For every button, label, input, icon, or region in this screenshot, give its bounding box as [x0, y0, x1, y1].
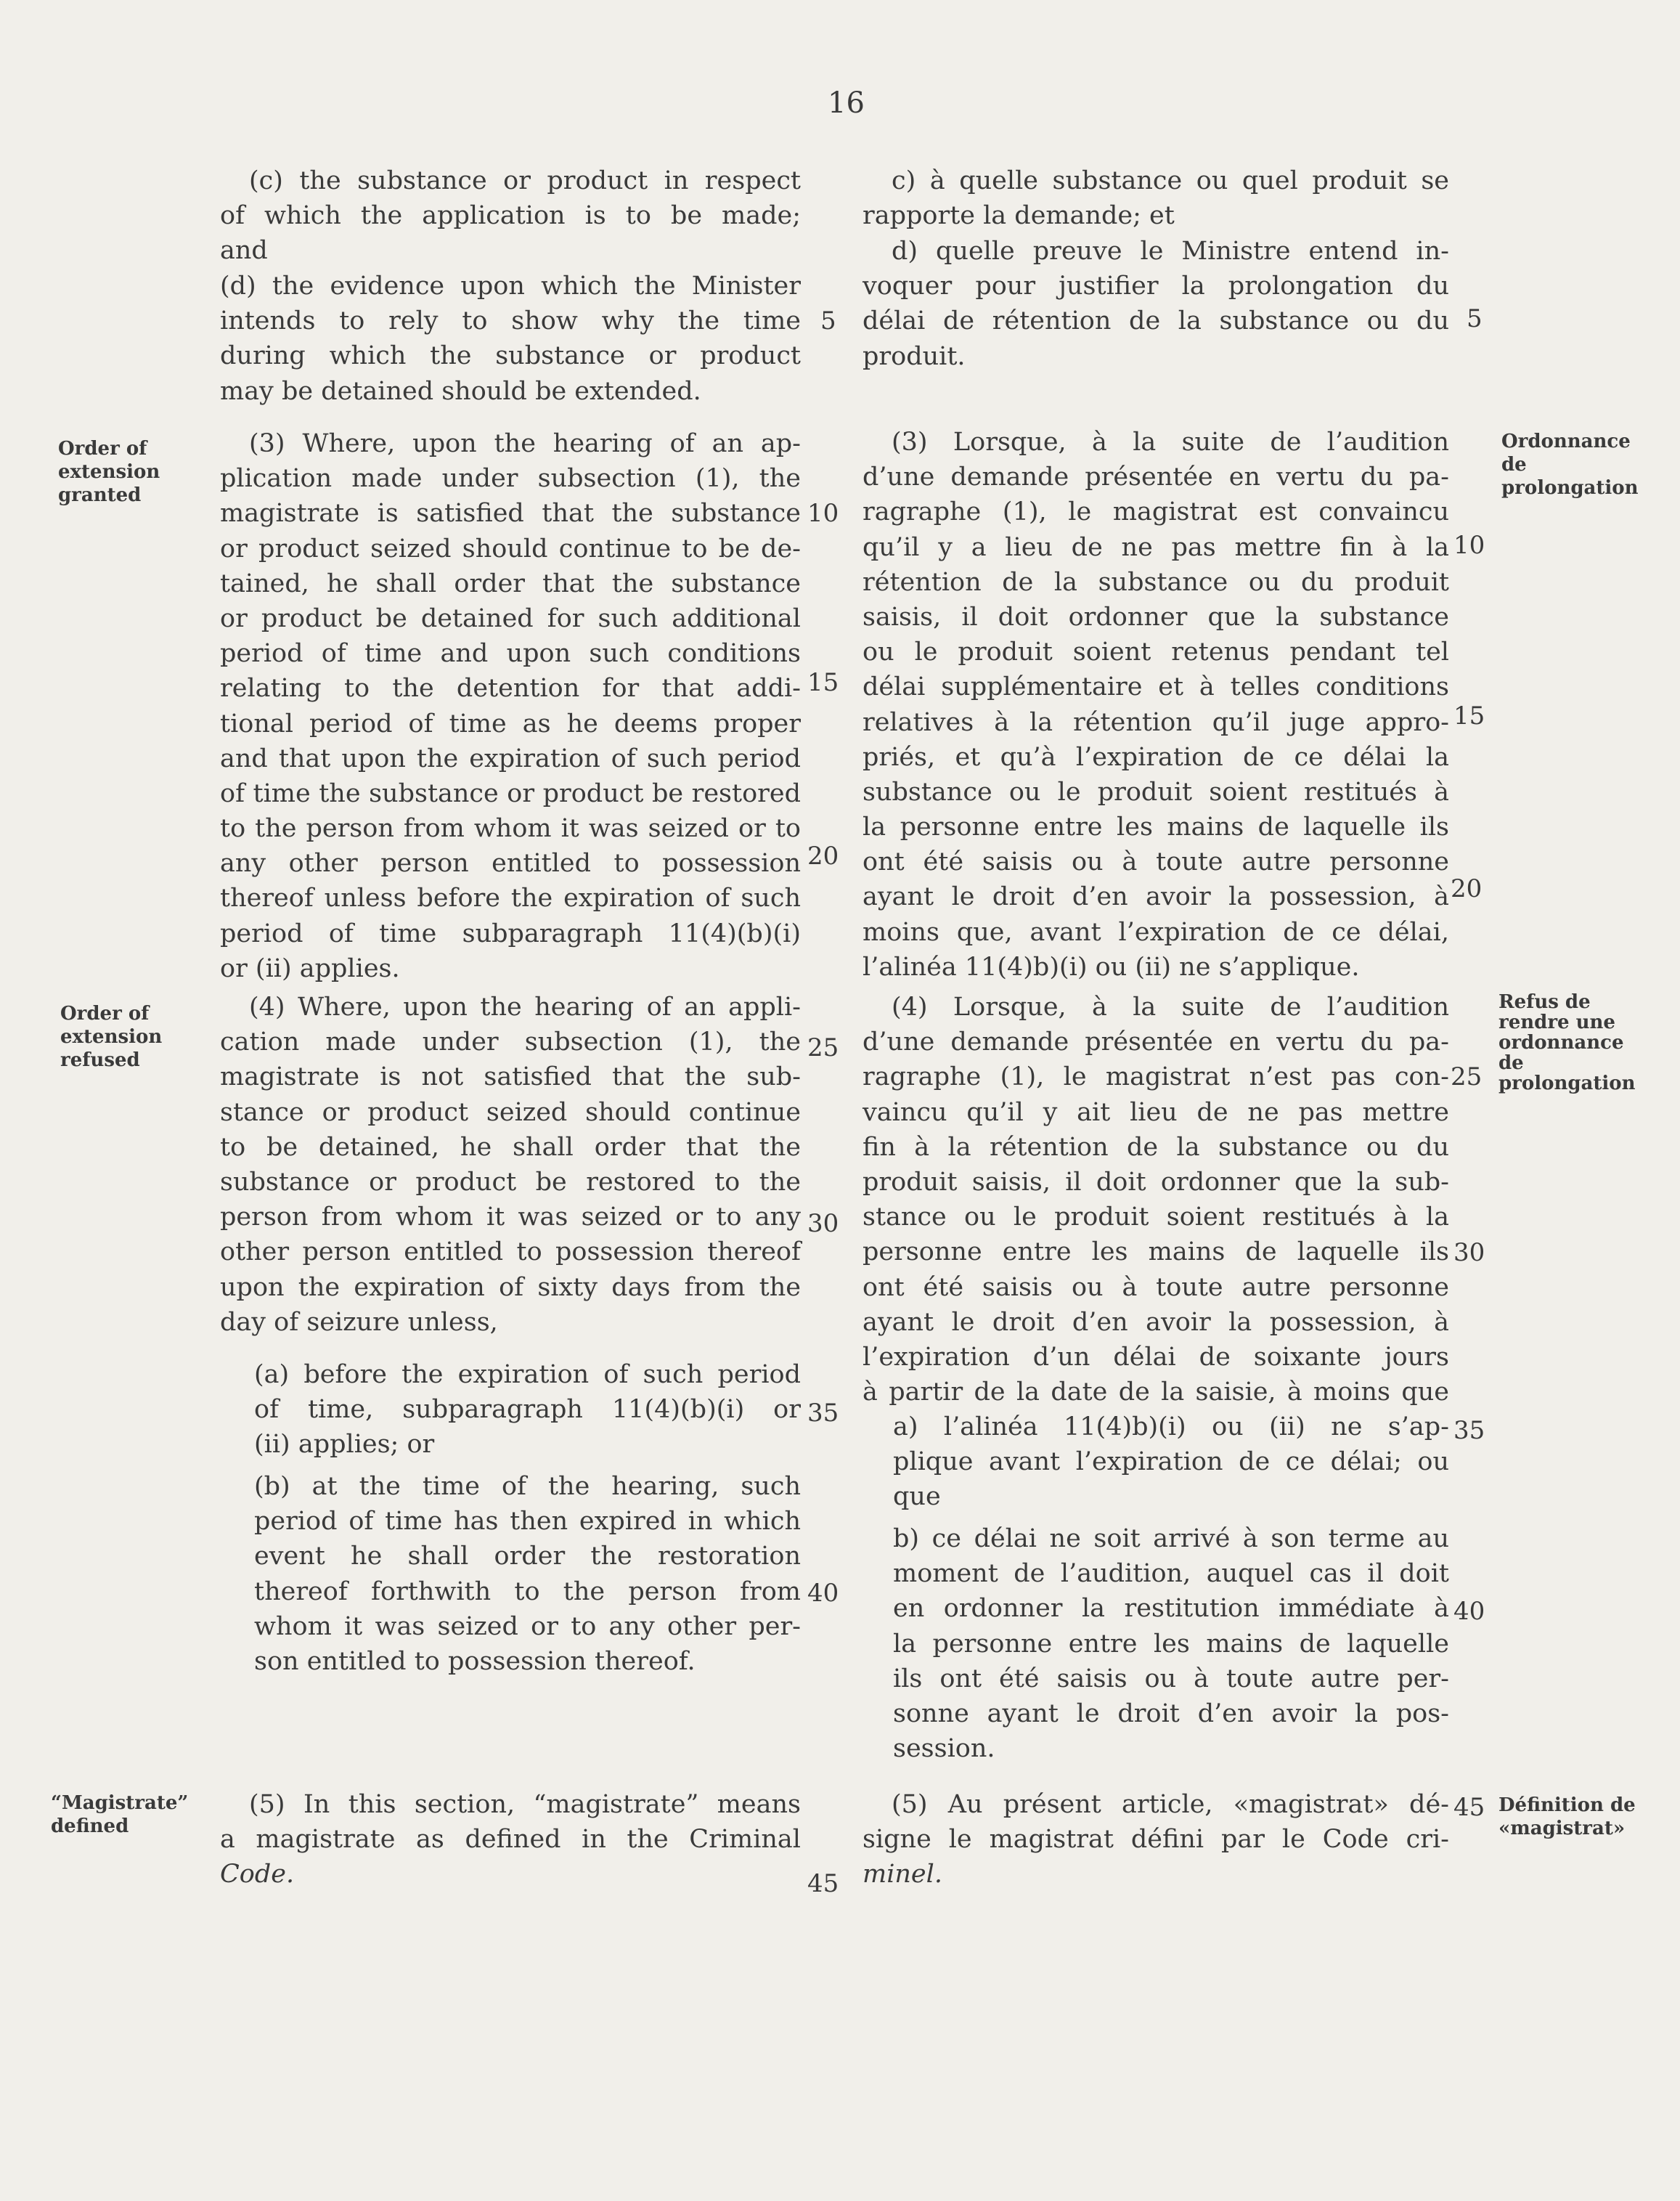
text-line: (d) the evidence upon which the Minister — [220, 272, 801, 301]
text-line: c) à quelle substance ou quel produit se — [892, 166, 1449, 195]
margin-note-line: de — [1498, 1052, 1524, 1074]
text-line: magistrate is satisfied that the substance — [220, 499, 801, 529]
text-line: moins que, avant l’expiration de ce délai, — [863, 917, 1449, 947]
line-number: 45 — [807, 1869, 839, 1898]
text-line: cation made under subsection (1), the — [220, 1028, 801, 1057]
line-number: 35 — [807, 1399, 839, 1428]
en-subsection-3 — [220, 426, 801, 986]
text-line: a magistrate as defined in the Criminal — [220, 1825, 801, 1855]
margin-note-order-refused — [60, 1002, 162, 1072]
text-line: tional period of time as he deems proper — [220, 709, 801, 739]
margin-note-magistrate-defined — [51, 1791, 188, 1838]
text-line: Code. — [220, 1860, 295, 1889]
line-number: 35 — [1453, 1416, 1485, 1445]
text-line: session. — [893, 1734, 995, 1764]
text-line: may be detained should be extended. — [220, 376, 701, 406]
text-line: stance ou le produit soient restitués à la — [863, 1203, 1449, 1232]
text-line: of which the application is to be made; — [220, 201, 801, 231]
text-line: day of seizure unless, — [220, 1307, 498, 1337]
line-number: 20 — [1451, 874, 1483, 903]
text-line: fin à la rétention de la substance ou du — [863, 1132, 1449, 1162]
text-line: (4) Lorsque, à la suite de l’audition — [892, 993, 1449, 1022]
text-line: and — [220, 236, 268, 266]
margin-note-line: Ordonnance — [1501, 431, 1631, 452]
text-line: of time the substance or product be restored — [220, 778, 801, 808]
fr-subsection-5 — [863, 1787, 1449, 1892]
text-line: b) ce délai ne soit arrivé à son terme au — [893, 1524, 1449, 1553]
text-line: or product seized should continue to be de- — [220, 534, 801, 564]
text-line: sonne ayant le droit d’en avoir la pos- — [893, 1698, 1449, 1728]
en-subsection-5 — [220, 1787, 801, 1892]
text-line: (c) the substance or product in respect — [249, 166, 801, 195]
margin-note-refus-ordonnance — [1498, 992, 1636, 1094]
line-number: 25 — [807, 1033, 839, 1062]
margin-note-line: rendre une — [1498, 1012, 1615, 1033]
text-line: to be detained, he shall order that the — [220, 1132, 801, 1162]
fr-paragraph-d — [863, 234, 1449, 374]
margin-note-line: Refus de — [1498, 991, 1591, 1013]
text-line: relatives à la rétention qu’il juge appro- — [863, 707, 1449, 737]
margin-note-line: Définition de — [1498, 1794, 1636, 1816]
margin-note-line: defined — [51, 1815, 129, 1837]
text-line: délai supplémentaire et à telles conditions — [863, 672, 1449, 702]
text-line: ou le produit soient retenus pendant tel — [863, 638, 1449, 667]
text-line: event he shall order the restoration — [254, 1542, 801, 1571]
text-line: person from whom it was seized or to any — [220, 1203, 801, 1232]
text-line: substance ou le produit soient restitués à — [863, 777, 1449, 807]
text-line: son entitled to possession thereof. — [254, 1646, 696, 1676]
text-line: thereof forthwith to the person from — [254, 1576, 801, 1606]
margin-note-line: Order of — [58, 438, 147, 460]
margin-note-line: ordonnance — [1498, 1032, 1624, 1054]
text-line: or product be detained for such additional — [220, 603, 801, 633]
text-line: period of time subparagraph 11(4)(b)(i) — [220, 919, 801, 948]
text-line: voquer pour justifier la prolongation du — [863, 272, 1449, 301]
text-line: tained, he shall order that the substance — [220, 569, 801, 598]
en-paragraph-c — [220, 163, 801, 269]
text-line: d) quelle preuve le Ministre entend in- — [892, 237, 1449, 266]
text-line: ragraphe (1), le magistrat est convaincu — [863, 497, 1449, 527]
margin-note-line: refused — [60, 1049, 140, 1071]
line-number: 10 — [807, 499, 839, 528]
text-line: d’une demande présentée en vertu du pa- — [863, 1028, 1449, 1057]
text-line: à partir de la date de la saisie, à moins que — [863, 1378, 1449, 1407]
margin-note-definition-magistrat — [1498, 1794, 1636, 1840]
line-number: 20 — [807, 842, 839, 871]
text-line: intends to rely to show why the time — [220, 306, 801, 336]
text-line: or (ii) applies. — [220, 953, 400, 983]
line-number: 10 — [1453, 531, 1485, 560]
text-line: (5) In this section, “magistrate” means — [249, 1790, 801, 1819]
margin-note-order-granted — [58, 437, 160, 507]
text-line: any other person entitled to possession — [220, 849, 801, 879]
fr-paragraph-c — [863, 163, 1449, 233]
line-number: 15 — [1453, 701, 1485, 731]
text-line: priés, et qu’à l’expiration de ce délai la — [863, 742, 1449, 772]
margin-note-line: extension — [60, 1026, 163, 1048]
text-line: qu’il y a lieu de ne pas mettre fin à la — [863, 532, 1449, 562]
margin-note-line: de — [1501, 454, 1527, 476]
text-line: (4) Where, upon the hearing of an appli- — [249, 993, 801, 1022]
text-line: relating to the detention for that addi- — [220, 674, 801, 704]
margin-note-line: extension — [58, 461, 160, 483]
margin-note-line: prolongation — [1498, 1073, 1636, 1094]
text-line: substance or product be restored to the — [220, 1167, 801, 1197]
line-number: 30 — [1453, 1238, 1485, 1267]
margin-note-line: granted — [58, 484, 142, 506]
line-number: 25 — [1451, 1062, 1483, 1091]
text-line: stance or product seized should continue — [220, 1097, 801, 1127]
text-line: l’alinéa 11(4)b)(i) ou (ii) ne s’applique. — [863, 952, 1360, 982]
text-line: rapporte la demande; et — [863, 201, 1175, 231]
text-line: personne entre les mains de laquelle ils — [863, 1237, 1449, 1267]
text-line: other person entitled to possession thereof — [220, 1237, 801, 1267]
text-line: vaincu qu’il y ait lieu de ne pas mettre — [863, 1097, 1449, 1127]
text-line: minel. — [863, 1860, 942, 1889]
text-line: l’expiration d’un délai de soixante jours — [863, 1342, 1449, 1372]
line-number: 40 — [1453, 1597, 1485, 1626]
text-line: ont été saisis ou à toute autre personne — [863, 847, 1449, 877]
text-line: la personne entre les mains de laquelle ils — [863, 813, 1449, 842]
text-line: whom it was seized or to any other per- — [254, 1611, 801, 1641]
line-number: 5 — [820, 306, 836, 335]
text-line: a) l’alinéa 11(4)b)(i) ou (ii) ne s’ap- — [893, 1412, 1449, 1441]
fr-paragraph-4a — [893, 1409, 1449, 1515]
text-line: thereof unless before the expiration of such — [220, 884, 801, 914]
en-paragraph-d — [220, 269, 801, 409]
margin-note-line: “Magistrate” — [51, 1792, 189, 1814]
page-number: 16 — [828, 86, 865, 120]
text-line: plication made under subsection (1), the — [220, 464, 801, 494]
text-line: to the person from whom it was seized or to — [220, 814, 801, 844]
line-number: 45 — [1453, 1793, 1485, 1822]
margin-note-line: «magistrat» — [1498, 1818, 1626, 1839]
margin-note-line: Order of — [60, 1003, 150, 1025]
text-line: rétention de la substance ou du produit — [863, 567, 1449, 597]
text-line: ont été saisis ou à toute autre personne — [863, 1272, 1449, 1302]
text-line: la personne entre les mains de laquelle — [893, 1629, 1449, 1659]
text-line: que — [893, 1482, 941, 1512]
line-number: 30 — [807, 1209, 839, 1238]
text-line: signe le magistrat défini par le Code cri- — [863, 1825, 1449, 1855]
text-line: upon the expiration of sixty days from the — [220, 1272, 801, 1302]
text-line: en ordonner la restitution immédiate à — [893, 1594, 1449, 1624]
fr-subsection-3 — [863, 425, 1449, 985]
text-line: during which the substance or product — [220, 341, 801, 371]
en-paragraph-4b — [254, 1469, 801, 1679]
text-line: ayant le droit d’en avoir la possession, à — [863, 1307, 1449, 1337]
text-line: period of time has then expired in which — [254, 1507, 801, 1537]
text-line: (a) before the expiration of such period — [254, 1360, 801, 1389]
text-line: magistrate is not satisfied that the sub- — [220, 1062, 801, 1092]
text-line: d’une demande présentée en vertu du pa- — [863, 463, 1449, 492]
text-line: produit saisis, il doit ordonner que la sub- — [863, 1167, 1449, 1197]
text-line: (b) at the time of the hearing, such — [254, 1472, 801, 1501]
text-line: produit. — [863, 341, 966, 371]
text-line: délai de rétention de la substance ou du — [863, 306, 1449, 336]
line-number: 15 — [807, 668, 839, 697]
fr-paragraph-4b — [893, 1521, 1449, 1766]
text-line: moment de l’audition, auquel cas il doit — [893, 1559, 1449, 1589]
text-line: saisis, il doit ordonner que la substance — [863, 602, 1449, 632]
text-line: ils ont été saisis ou à toute autre per- — [893, 1664, 1449, 1693]
text-line: ayant le droit d’en avoir la possession, à — [863, 882, 1449, 912]
line-number: 40 — [807, 1579, 839, 1608]
text-line: ragraphe (1), le magistrat n’est pas con- — [863, 1062, 1449, 1092]
text-line: (3) Where, upon the hearing of an ap- — [249, 429, 801, 458]
text-line: and that upon the expiration of such period — [220, 744, 801, 773]
text-line: period of time and upon such conditions — [220, 639, 801, 669]
en-subsection-4 — [220, 990, 801, 1340]
line-number: 5 — [1467, 304, 1483, 333]
text-line: of time, subparagraph 11(4)(b)(i) or — [254, 1395, 801, 1425]
text-line: plique avant l’expiration de ce délai; ou — [893, 1447, 1449, 1477]
margin-note-line: prolongation — [1501, 477, 1639, 499]
text-line: (ii) applies; or — [254, 1430, 435, 1460]
en-paragraph-4a — [254, 1357, 801, 1462]
margin-note-ordonnance-prolongation — [1501, 430, 1639, 500]
text-line: (3) Lorsque, à la suite de l’audition — [892, 428, 1449, 457]
fr-subsection-4 — [863, 990, 1449, 1409]
text-line: (5) Au présent article, «magistrat» dé- — [892, 1790, 1449, 1819]
